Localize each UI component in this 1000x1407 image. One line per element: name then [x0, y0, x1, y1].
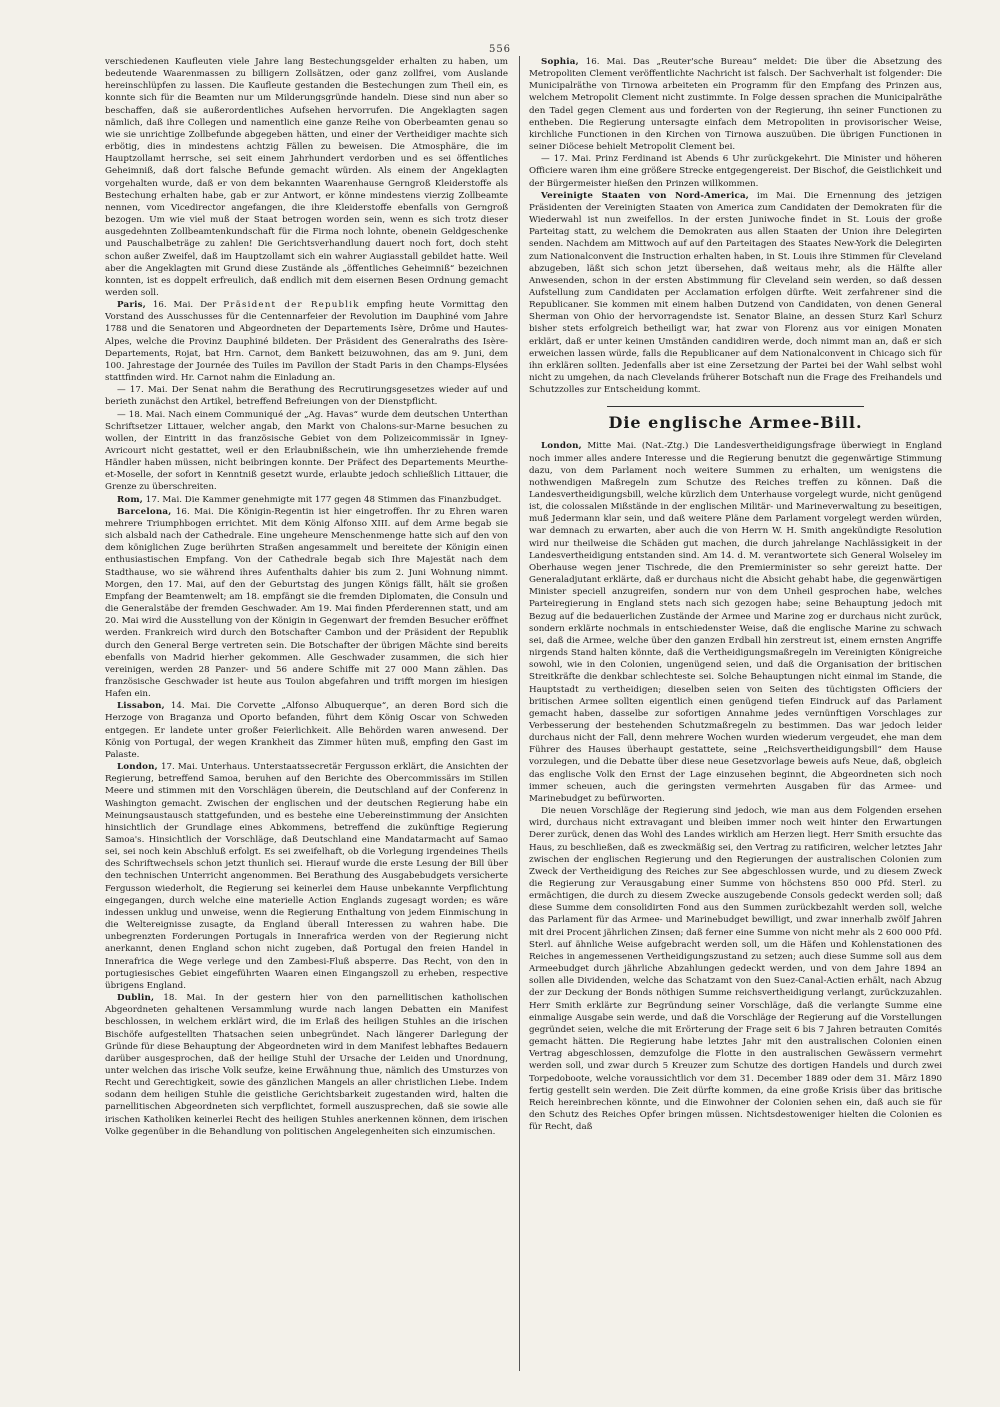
dateline: Lissabon,	[117, 701, 165, 712]
dateline: London,	[117, 762, 158, 773]
text-columns	[105, 56, 942, 1371]
text-segment: 16. Mai. Die Königin-Regentin ist hier eingetroffen. Ihr zu Ehren waren mehrere Triumphbogen errichtet. Mit dem König Alfonso XIII. auf dem Arme begab sie sich alsbald nach der Cathedrale. Eine ungeheure Menschenmenge hatte sich auf den von dem königlichen Zuge berührten Straßen angesammelt und bereitete der Königin einen enthusiastischen Empfang. Von der Cathedrale begab sich Ihre Majestät nach dem Stadthause, wo sie während ihres Aufenthalts dahier bis zum 2. Juni Wohnung nimmt. Morgen, den 17. Mai, auf den der Geburtstag des jungen Königs fällt, hält sie großen Empfang der Beamtenwelt; am 18. empfängt sie die fremden Diplomaten, die Consuln und die Generalstäbe der fremden Geschwader. Am 19. Mai finden Pferderennen statt, und am 20. Mai wird die Ausstellung von der Königin in Gegenwart der fremden Besucher eröffnet werden. Frankreich wird durch den Botschafter Cambon und der Präsident der Republik durch den General Berge vertreten sein. Die Botschafter der übrigen Mächte sind bereits ebenfalls von Madrid hierher gekommen. Alle Geschwader zusammen, die sich hier vereinigen, werden 28 Panzer- und 56 andere Schiffe mit 27 000 Mann zählen. Das französische Geschwader ist heute aus Toulon abgefahren und trifft morgen im hiesigen Hafen ein.	[105, 506, 508, 700]
dateline: Sophia,	[541, 57, 579, 67]
text-segment: Mitte Mai. (Nat.-Ztg.) Die Landesvertheidigungsfrage überwiegt in England noch immer alles andere Interesse und die Regierung benutzt die gegenwärtige Stimmung dazu, von dem Parlament noch weitere Summen zu erhalten, um wenigstens die nothwendigen Maßregeln zum Schutze des Reiches treffen zu können. Daß die Landesvertheidigungsbill, welche kürzlich dem Unterhause vorgelegt wurde, nicht genügend ist, die colossalen Mißstände in der englischen Militär- und Marineverwaltung zu beseitigen, muß Jedermann klar sein, und daß weitere Pläne dem Parlament vorgelegt werden würden, war demnach zu erwarten, aber auch die von Herrn W. H. Smith angekündigte Resolution wird nur theilweise die Schäden gut machen, die durch jahrelange Nachlässigkeit in der Landesvertheidigung entstanden sind. Am 14. d. M. verantwortete sich General Wolseley im Oberhause wegen jener Tischrede, die den Premierminister so sehr gereizt hatte. Der Generaladjutant erklärte, daß er durchaus nicht die Absicht gehabt habe, die gegenwärtigen Minister speciell anzugreifen, sondern nur von dem Unheil gesprochen habe, welches Parteiregierung in England stets nach sich gezogen habe; seine Behauptung jedoch mit Bezug auf die bedauerlichen Zustände der Armee und Marine zog er durchaus nicht zurück, sondern erklärte nochmals in entschiedenster Weise, daß die englische Marine zu schwach sei, daß die Armee, welche über den ganzen Erdball hin zerstreut ist, einem ernsten Angriffe nirgends Stand halten könnte, daß die Vertheidigungsmaßregeln im Vereinigten Königreiche sowohl, wie in den Colonien, ungenügend seien, und daß die Organisation der britischen Streitkräfte die denkbar schlechteste sei. Solche Behauptungen nicht einmal im Stande, die Hauptstadt zu vertheidigen; dieselben seien von Seiten des tüchtigsten Officiers der britischen Armee sollten eigentlich einen genügend tiefen Eindruck auf das Parlament gemacht haben, dasselbe zur sofortigen Annahme jedes vernünftigen Vorschlages zur Verbesserung der bestehenden Schutzmaßregeln zu bestimmen. Das war jedoch leider durchaus nicht der Fall, denn mehrere Wochen wurden wiederum vergeudet, ehe man dem Führer des Hauses überhaupt gestattete, seine „Reichsvertheidigungsbill“ dem Hause vorzulegen, und die Debatte über diese neue Gesetzvorlage beweis aufs Neue, daß, obgleich das englische Volk den Ernst der Lage einzusehen beginnt, die Abgeordneten sich noch immer scheuen, auch die geringsten vermehrten Ausgaben für das Armee- und Marinebudget zu befürworten.	[529, 441, 942, 804]
text-segment: 18. Mai. In der gestern hier von den parnellitischen katholischen Abgeordneten gehaltenen Versammlung wurde nach langen Debatten ein Manifest beschlossen, in welchem erklärt wird, die im Erlaß des heiligen Stuhles an die irischen Bischöfe aufgestellten Thatsachen seien unbegründet. Nach längerer Darlegung der Gründe für diese Behauptung der Abgeordneten wird in dem Manifest lebhaftes Bedauern darüber ausgesprochen, daß der heilige Stuhl der Ursache der Leiden und Unordnung, unter welchen das irische Volk seufze, keine Erwähnung thue, nämlich des Umsturzes von Recht und Gerechtigkeit, sowie des gänzlichen Mangels an aller christlichen Liebe. Indem sodann dem heiligen Stuhle die geistliche Gerichtsbarkeit zugestanden wird, halten die parnellitischen Abgeordneten sich verpflichtet, formell auszusprechen, daß sie sowie alle irischen Katholiken keinerlei Recht des heiligen Stuhles anerkennen können, dem irischen Volke gegenüber in die Behandlung von politischen Angelegenheiten sich einzumischen.	[105, 993, 508, 1137]
article-paragraph	[105, 299, 508, 384]
right-column	[525, 56, 942, 1371]
article-paragraph: — 18. Mai. Nach einem Communiqué der „Ag. Havas“ wurde dem deutschen Unterthan Schriftsetzer Littauer, welcher angab, den Markt von Chalons-sur-Marne besuchen zu wollen, der Eintritt in das französische Gebiet von dem Polizeicommissär in Igney-Avricourt nicht gestattet, weil er den Erlaubnißschein, wie ihn umherziehende fremde Händler haben müssen, nicht beibringen konnte. Der Präfect des Departements Meurthe-et-Moselle, der sofort in Kenntniß gesetzt wurde, erlaubte jedoch schließlich Littauer, die Grenze zu überschreiten.	[105, 409, 508, 493]
dateline: Rom,	[117, 494, 144, 505]
left-column	[105, 56, 514, 1371]
article-headline: Die englische Armee-Bill.	[608, 413, 863, 433]
text-segment: 14. Mai. Die Corvette „Alfonso Albuquerque“, an deren Bord sich die Herzoge von Braganza und Oporto befanden, führt dem König Oscar von Schweden entgegen. Er landete unter großer Feierlichkeit. Alle Behörden waren anwesend. Der König von Portugal, der wegen Krankheit das Zimmer hüten muß, empfing den Gast im Palaste.	[105, 701, 508, 760]
dateline: Barcelona,	[117, 506, 172, 517]
article-paragraph	[529, 56, 942, 153]
article-headline-block	[529, 406, 942, 432]
article-paragraph	[105, 506, 508, 701]
page-number: 556	[488, 44, 512, 55]
dateline: Vereinigte Staaten von Nord-America,	[541, 190, 750, 201]
dateline: Paris,	[117, 300, 146, 311]
article-paragraph: — 17. Mai. Der Senat nahm die Berathung des Recrutirungsgesetzes wieder auf und berieth zunächst den Artikel, betreffend Befreiungen von der Dienstpflicht.	[105, 385, 508, 408]
article-paragraph	[529, 190, 942, 397]
emphasis: Präsident der Republik	[223, 300, 360, 311]
headline-rule	[607, 406, 863, 407]
article-paragraph	[105, 761, 508, 992]
date: 16. Mai.	[152, 300, 194, 311]
dateline: London,	[541, 441, 582, 452]
article-paragraph: Die neuen Vorschläge der Regierung sind jedoch, wie man aus dem Folgenden ersehen wird, durchaus nicht extravagant und bleiben immer noch weit hinter den Erwartungen Derer zurück, denen das Wohl des Landes wirklich am Herzen liegt. Herr Smith ersuchte das Haus, zu beschließen, daß es zweckmäßig sei, den Vertrag zu ratificiren, welcher letztes Jahr zwischen der englischen Regierung und den Regierungen der australischen Colonien zum Zweck der Vertheidigung des Reiches zur See abgeschlossen wurde, und zu diesem Zweck die Regierung zur Verausgabung einer Summe von höchstens 850 000 Pfd. Sterl. zu ermächtigen, die durch zu diesem Zwecke auszugebende Consols gedeckt werden soll; daß diese Summe dem consolidirten Fond aus den Summen zurückbezahlt werden soll, welche das Parlament für das Armee- und Marinebudget bewilligt, und zwar innerhalb zwölf Jahren mit drei Procent jährlichen Zinsen; daß ferner eine Summe von nicht mehr als 2 600 000 Pfd. Sterl. auf ähnliche Weise aufgebracht werden soll, um die Häfen und Kohlenstationen des Reiches in angemessenen Vertheidigungszustand zu setzen; auch diese Summe soll aus dem Armeebudget durch jährliche Abzahlungen gedeckt werden, und von dem Jahre 1894 an sollen alle Dividenden, welche das Schatzamt von den Suez-Canal-Actien erhält, nach Abzug der zur Deckung der Bonds nöthigen Summe reichsvertheidigung verlangt, zurückzuzahlen. Herr Smith erklärte zur Begründung seiner Vorschläge, daß die verlangte Summe eine einmalige Ausgabe sein werde, und daß die Vorschläge der Regierung auf die Vorstellungen gegründet seien, welche die mit Erörterung der Frage seit 6 bis 7 Jahren betrauten Comités gemacht hätten. Die Regierung habe letztes Jahr mit den australischen Colonien einen Vertrag abgeschlossen, demzufolge die Flotte in den australischen Gewässern vermehrt werden soll, und zwar durch 5 Kreuzer zum Schutze des dortigen Handels und durch zwei Torpedoboote, welche voraussichtlich vor dem 31. December 1889 oder dem 31. März 1890 fertig gestellt sein werden. Die Zeit dürfte kommen, da eine große Krisis über das britische Reich hereinbrechen könnte, und die Einwohner der Colonien sehen ein, daß auch sie für den Schutz des Reiches Opfer bringen müssen. Nichtsdestoweniger hielten die Colonien es für Recht, daß	[529, 806, 942, 1133]
article-paragraph: verschiedenen Kaufleuten viele Jahre lang Bestechungsgelder erhalten zu haben, um bedeutende Waarenmassen zu billigern Zollsätzen, oder ganz zollfrei, vom Auslande hereinschlüpfen zu lassen. Die Kaufleute gestanden die Bestechungen zum Theil ein, es konnte sich für die Beamten nur um Milderungsgründe handeln. Diese sind nun aber so beschaffen, daß sie außerordentliches Aufsehen hervorrufen. Die Angeklagten sagen nämlich, daß ihre Collegen und namentlich eine ganze Reihe von Oberbeamten genau so wie sie unrichtige Zollbefunde abgegeben hätten, und einer der Vertheidiger machte sich erbötig, dies in mindestens achtzig Fällen zu beweisen. Die Atmosphäre, die im Hauptzollamt herrsche, sei seit einem Jahrhundert verdorben und es sei öffentliches Geheimniß, daß dort falsche Befunde gemacht würden. Als einem der Angeklagten vorgehalten wurde, daß er von dem bekannten Waarenhause Gerngroß Kleiderstoffe als Bestechung erhalten habe, gab er zur Antwort, er könne mindestens vierzig Zollbeamte nennen, vom Vicedirector angefangen, die ihre Kleiderstoffe ebenfalls von Gerngroß bezogen. Um wie viel muß der Staat betrogen worden sein, wenn es sich trotz dieser ausgedehnten Zollbeamtenkundschaft für die Firma noch lohnte, obenein Geldgeschenke und Pauschalbeträge zu zahlen! Die Gerichtsverhandlung dauert noch fort, doch steht schon außer Zweifel, daß im Hauptzollamt sich ein wahrer Augiasstall gebildet hatte. Weil aber die Angeklagten mit Grund diese Zustände als „öffentliches Geheimniß“ bezeichnen konnten, ist es doppelt erfreulich, daß endlich mit dem eisernen Besen Ordnung gemacht werden soll.	[105, 57, 508, 298]
article-paragraph	[105, 700, 508, 761]
dateline: Dublin,	[117, 993, 155, 1004]
text-segment: empfing heute Vormittag den Vorstand des Ausschusses für die Centennarfeier der Revolution im Dauphiné vom Jahre 1788 und die Senatoren und Abgeordneten der Departements Isère, Drôme und Hautes-Alpes, welche die Provinz Dauphiné bildeten. Der Präsident des Generalraths des Isère-Departements, Rojat, bat Hrn. Carnot, dem Bankett beizuwohnen, das am 9. Juni, dem 100. Jahrestage der Journée des Tuiles im Pavillon der Stadt Paris in den Champs-Elysées stattfinden wird. Hr. Carnot nahm die Einladung an.	[105, 300, 509, 384]
article-paragraph	[105, 992, 508, 1138]
column-divider	[519, 56, 520, 1371]
article-paragraph: — 17. Mai. Prinz Ferdinand ist Abends 6 Uhr zurückgekehrt. Die Minister und höheren Officiere waren ihm eine größere Strecke entgegengereist. Der Bischof, die Geistlichkeit und der Bürgermeister hießen den Prinzen willkommen.	[529, 154, 942, 189]
text-segment: im Mai. Die Ernennung des jetzigen Präsidenten der Vereinigten Staaten von America zum Candidaten der Demokraten für die Wiederwahl ist nun zweifellos. In der ersten Juniwoche findet in St. Louis der große Parteitag statt, zu welchem die Demokraten aus allen Staaten der Union ihre Delegirten senden. Nachdem am Mittwoch auf auf den Parteitagen des Staates New-York die Delegirten zum Nationalconvent die Instruction erhalten haben, in St. Louis ihre Stimmen für Cleveland abzugeben, läßt sich schon jetzt übersehen, daß weitaus mehr, als die Hälfte aller Anwesenden, schon in der ersten Abstimmung für Cleveland sein werden, so daß dessen Aufstellung zum Candidaten per Acclamation erfolgen dürfte. Weit zerfahrener sind die Republicaner. Sie kommen mit einem halben Dutzend von Candidaten, von denen General Sherman von Ohio der hervorragendste ist. Senator Blaine, an dessen Sturz Karl Schurz bisher stets erfolgreich betheiligt war, hat zwar von Florenz aus vor einigen Monaten erklärt, daß er unter keinen Umständen candidiren werde, doch nimmt man an, daß er sich erweichen lassen würde, falls die Republicaner auf dem Nationalconvent in Chicago sich für ihn erklären sollten. Jedenfalls aber ist eine Zersetzung der Partei bei der Wahl selbst wohl nicht zu umgehen, da nach Clevelands früherer Botschaft nun die Frage des Freihandels und Schutzzolles zur Entscheidung kommt.	[529, 190, 942, 396]
article-paragraph	[105, 494, 508, 506]
text-segment: Der	[200, 300, 217, 311]
text-segment: 17. Mai. Die Kammer genehmigte mit 177 gegen 48 Stimmen das Finanzbudget.	[145, 494, 502, 505]
text-segment: 17. Mai. Unterhaus. Unterstaatssecretär Fergusson erklärt, die Ansichten der Regierung, betreffend Samoa, beruhen auf den Berichte des Obercommissärs im Stillen Meere und stimmen mit den Vorschlägen überein, die Deutschland auf der Conferenz in Washington gemacht. Zwischen der englischen und der deutschen Regierung habe ein Meinungsaustausch stattgefunden, und es bestehe eine Uebereinstimmung der Ansichten hinsichtlich der Grundlage eines Abkommens, betreffend die zukünftige Regierung Samoa's. Hinsichtlich der Vorschläge, daß Deutschland eine Mandatarmacht auf Samao sei, sei noch kein Abschluß erfolgt. Es sei zweifelhaft, ob die Vorlegung irgendeines Theils des Schriftwechsels schon jetzt thunlich sei. Hierauf wurde die erste Lesung der Bill über den technischen Unterricht angenommen. Bei Berathung des Ausgabebudgets versicherte Fergusson wiederholt, die Regierung sei keinerlei dem Hause unbekannte Verpflichtung eingegangen, durch welche eine materielle Action Englands zugesagt worden; es wäre indessen unklug und unweise, wenn die Regierung Enthaltung von jedem Einmischung in die Weltereignisse zusagte, da England überall Interessen zu wahren habe. Die unbegrenzten Forderungen Portugals in Innerafrica werden von der Regierung nicht anerkannt, denen England schon nicht zugeben, daß Portugal den freien Handel in Innerafrica die Wege verlege und den Zambesi-Fluß absperre. Das Recht, von den in portugiesisches Gebiet eingeführten Waaren einen Eingangszoll zu erheben, respective übrigens England.	[105, 762, 508, 991]
article-paragraph	[529, 440, 942, 805]
text-segment: 16. Mai. Das „Reuter'sche Bureau“ meldet: Die über die Absetzung des Metropoliten Clement veröffentlichte Nachricht ist falsch. Der Sachverhalt ist folgender: Die Municipalräthe von Tirnowa arbeiteten ein Programm für den Empfang des Prinzen aus, welchem Metropolit Clement nicht zustimmte. In Folge dessen sprachen die Municipalräthe den Tadel gegen Clement aus und forderten von der Regierung, ihn seiner Functionen zu entheben. Die Regierung untersagte einfach dem Metropoliten in provisorischer Weise, kirchliche Functionen in den Kirchen von Tirnowa auszuüben. Die übrigen Functionen in seiner Diöcese behielt Metropolit Clement bei.	[529, 57, 942, 153]
